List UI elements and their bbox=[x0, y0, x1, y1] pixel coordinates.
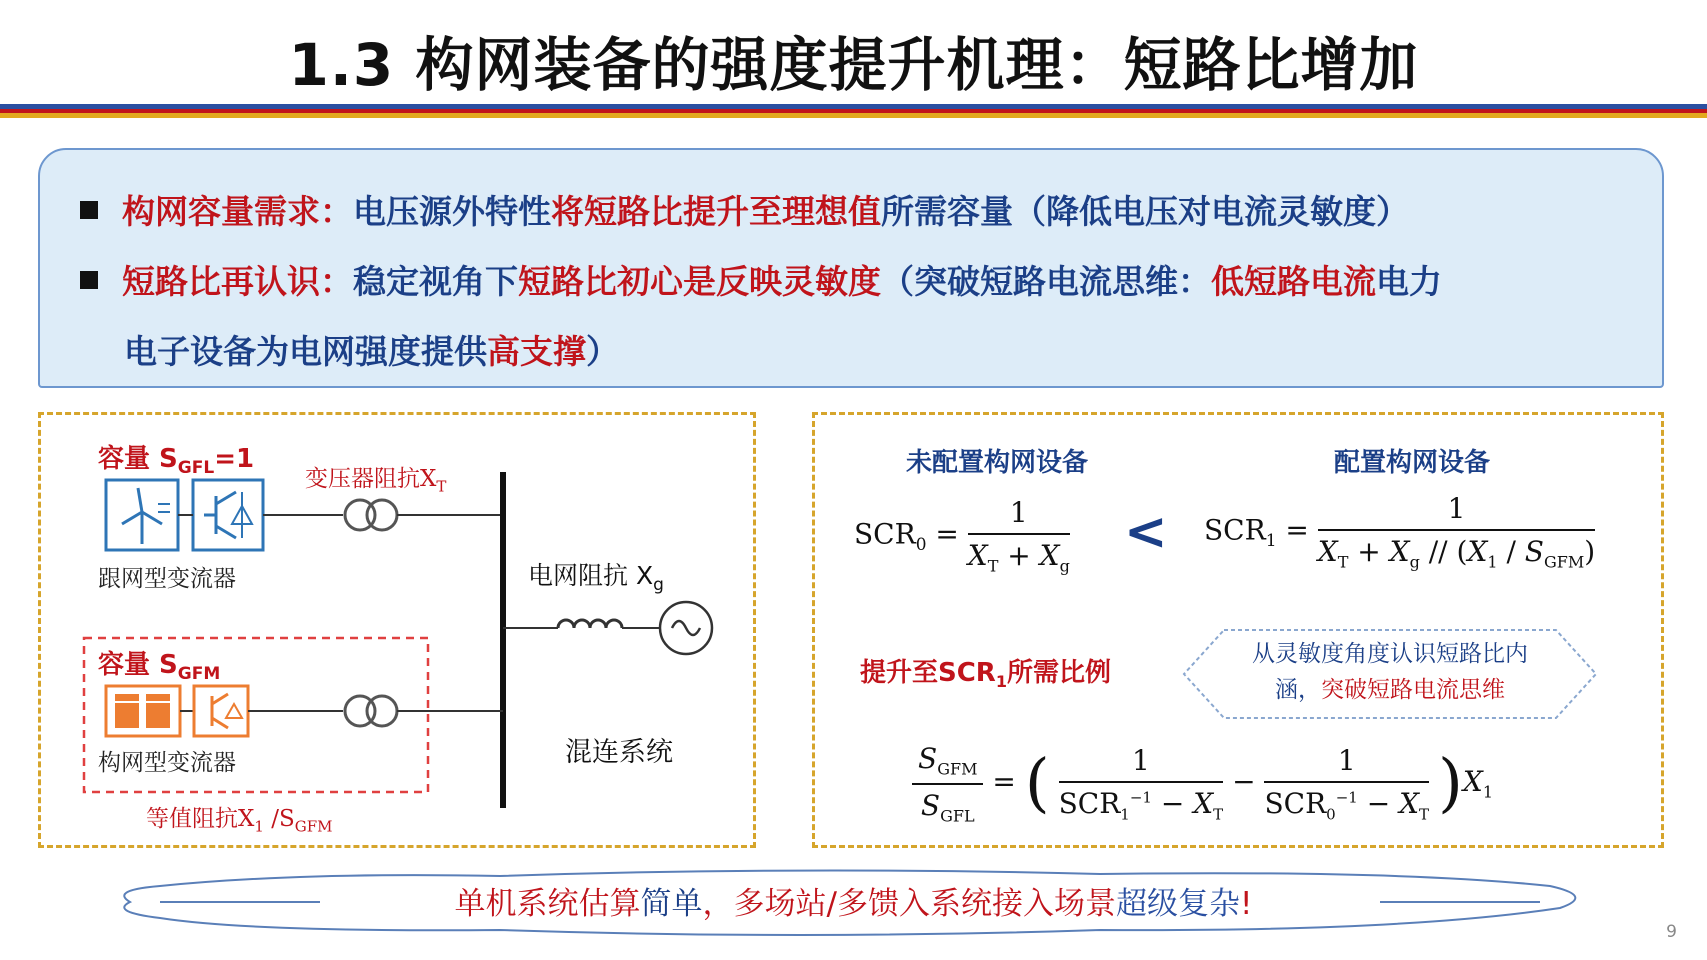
battery-icon bbox=[106, 686, 180, 736]
gfl-capacity-label: 容量 $S_{GFL}=1$ bbox=[98, 444, 255, 479]
page-title: 1.3 构网装备的强度提升机理：短路比增加 bbox=[288, 31, 1419, 99]
bullet-1-part1: 电压源外特性 bbox=[353, 192, 551, 231]
callout-line-1: 从灵敏度角度认识短路比内 bbox=[1252, 641, 1528, 667]
ac-source-icon bbox=[660, 602, 712, 654]
hybrid-system-label: 混连系统 bbox=[565, 737, 673, 768]
title-stripe-gold bbox=[0, 113, 1707, 118]
igbt-converter-icon bbox=[194, 686, 248, 736]
inductor-icon bbox=[558, 620, 622, 628]
grid-impedance-label: 电网阻抗 $X_g$ bbox=[528, 561, 664, 595]
bullet-2 bbox=[80, 256, 1442, 303]
bullet-2-line2b: 高支撑 bbox=[487, 332, 586, 371]
equiv-impedance-label: 等值阻抗$X_1$ $/S_{GFM}$ bbox=[146, 806, 333, 836]
bullet-1-part2: 将短路比提升至理想值 bbox=[551, 192, 881, 231]
scr1-formula: $SCR_1$ = $\frac{1}{X_T + X_g // (X_1 / S_{GFM})}$ bbox=[1204, 492, 1596, 572]
bullet-2-part3: （突破短路电流思维： bbox=[881, 262, 1211, 301]
scr0-formula: $SCR_0$ = $\frac{1}{X_T + X_g}$ bbox=[854, 496, 1070, 576]
less-than-symbol: < bbox=[1124, 502, 1168, 562]
ratio-label: 提升至$SCR_1$所需比例 bbox=[860, 658, 1111, 692]
transformer-icon bbox=[345, 696, 397, 726]
bullet-2-part1: 稳定视角下 bbox=[353, 262, 518, 301]
bullet-square-icon bbox=[80, 271, 98, 289]
bullet-1-part3: 所需容量（降低电压对电流灵敏度） bbox=[881, 192, 1409, 231]
bullet-2-part5: 电力 bbox=[1376, 262, 1442, 301]
bullet-2-continued bbox=[124, 326, 619, 373]
transformer-icon bbox=[345, 500, 397, 530]
bullet-1 bbox=[80, 186, 1409, 233]
page-number: 9 bbox=[1666, 922, 1677, 942]
bullet-2-line2c: ） bbox=[586, 332, 619, 371]
gfm-converter-label: 构网型变流器 bbox=[98, 750, 236, 776]
circuit-diagram bbox=[38, 412, 756, 848]
callout-text bbox=[1200, 636, 1580, 708]
bullet-2-line2a: 电子设备为电网强度提供 bbox=[124, 332, 487, 371]
bullet-2-part2: 短路比初心是反映灵敏度 bbox=[518, 262, 881, 301]
callout-line-2: 涵，突破短路电流思维 bbox=[1275, 677, 1505, 703]
with-gfm-heading: 配置构网设备 bbox=[1334, 448, 1491, 478]
igbt-converter-icon bbox=[193, 480, 263, 550]
footer-text: 单机系统估算简单，多场站/多馈入系统接入场景超级复杂! bbox=[454, 886, 1253, 922]
ratio-formula: $\frac{S_{GFM}}{S_{GFL}}$ = ( $\frac{1}{SCR_1^{-1} - X_T}$ − $\frac{1}{SCR_0^{-1} - X_T}$ )$X_1$ bbox=[912, 742, 1493, 825]
gfl-converter-label: 跟网型变流器 bbox=[98, 566, 236, 592]
gfm-capacity-label: 容量 $S_{GFM}$ bbox=[98, 650, 221, 685]
wind-turbine-icon bbox=[106, 480, 178, 550]
without-gfm-heading: 未配置构网设备 bbox=[906, 448, 1089, 478]
bullet-2-part4: 低短路电流 bbox=[1211, 262, 1376, 301]
bullet-1-label: 构网容量需求： bbox=[122, 192, 353, 231]
bullet-2-label: 短路比再认识： bbox=[122, 262, 353, 301]
transformer-impedance-label: 变压器阻抗$X_T$ bbox=[305, 466, 447, 496]
bullet-square-icon bbox=[80, 201, 98, 219]
